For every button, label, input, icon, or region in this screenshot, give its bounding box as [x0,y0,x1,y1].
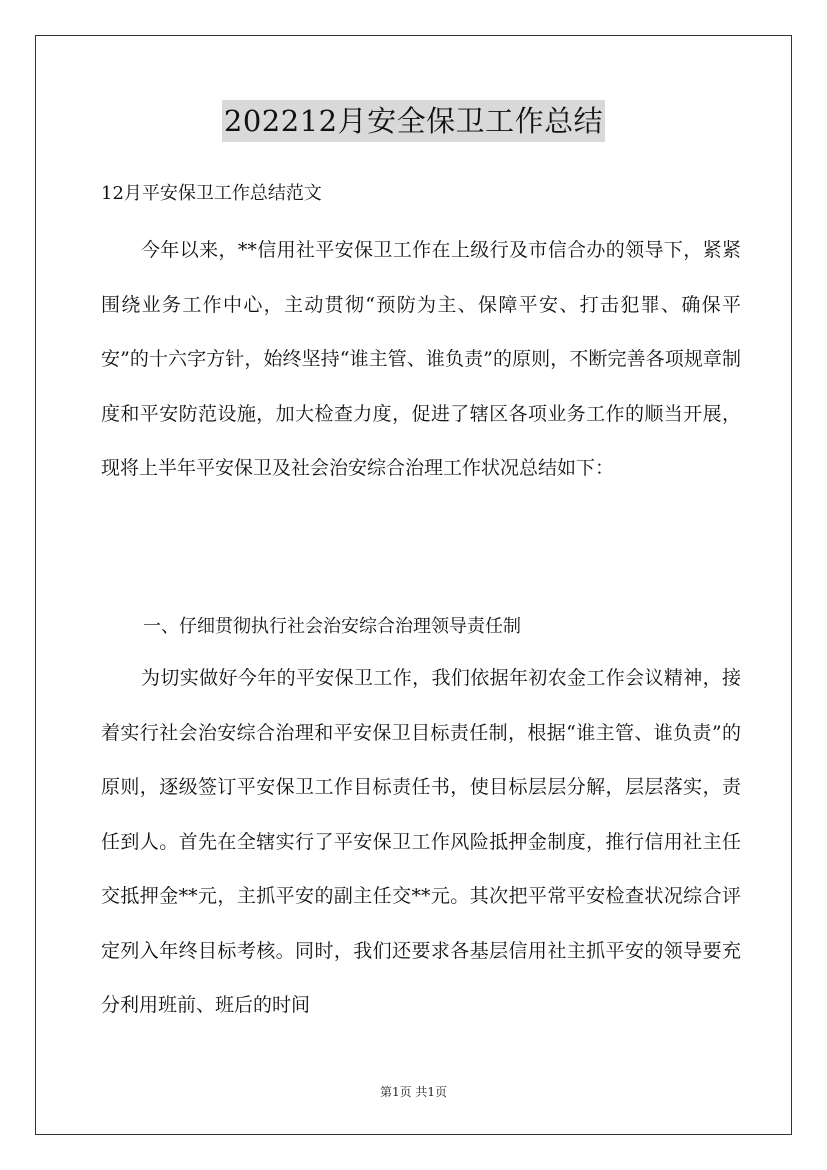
paragraph-intro: 今年以来，**信用社平安保卫工作在上级行及市信合办的领导下，紧紧围绕业务工作中心，主动贯彻“预防为主、保障平安、打击犯罪、确保平安”的十六字方针，始终坚持“谁主管、谁负责”的原则，不断完善各项规章制度和平安防范设施，加大检查力度，促进了辖区各项业务工作的顺当开展，现将上半年平安保卫及社会治安综合治理工作状况总结如下： [101,239,741,479]
document-subtitle: 12月平安保卫工作总结范文 [101,183,322,204]
title-container [0,100,827,142]
page-footer: 第1页 共1页 [379,1085,448,1099]
paragraph-section-1: 为切实做好今年的平安保卫工作，我们依据年初农金工作会议精神，接着实行社会治安综合治理和平安保卫目标责任制，根据“谁主管、谁负责”的原则，逐级签订平安保卫工作目标责任书，使目标层层分解，层层落实，责任到人。首先在全辖实行了平安保卫工作风险抵押金制度，推行信用社主任交抵押金**元，主抓平安的副主任交**元。其次把平常平安检查状况综合评定列入年终目标考核。同时，我们还要求各基层信用社主抓平安的领导要充分利用班前、班后的时间 [101,667,741,1016]
section-heading-1: 一、仔细贯彻执行社会治安综合治理领导责任制 [143,616,521,637]
document-title: 202212月安全保卫工作总结 [222,100,605,142]
